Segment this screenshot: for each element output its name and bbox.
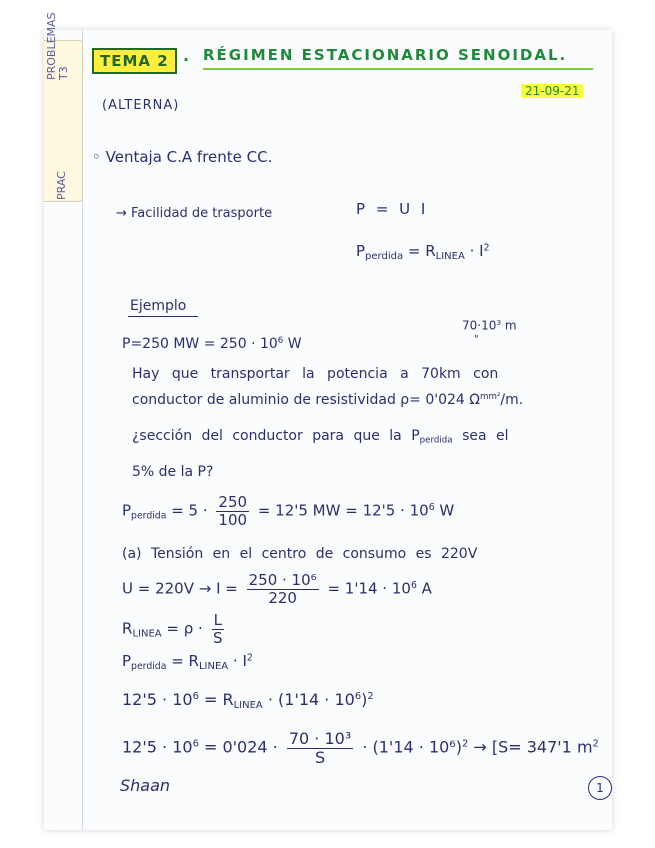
example-underline [128, 316, 198, 317]
example-line-4 [132, 428, 509, 446]
calc-section [122, 730, 599, 766]
annotation-distance-unit: m [504, 318, 517, 333]
calc-substitution [122, 690, 374, 711]
calc-section-exp: 6 [192, 738, 199, 750]
calc-section-result: → [S= 347'1 m [473, 737, 593, 757]
calc-current-unit: A [421, 579, 432, 598]
formula-power: P = U I [356, 200, 426, 218]
subtitle: (ALTERNA) [102, 98, 180, 113]
calc-substitution-current: · (1'14 · 10 [267, 690, 355, 709]
formula-loss-p: P [356, 242, 366, 260]
calc-resistance-num: L [213, 611, 222, 629]
page-number: 1 [588, 776, 612, 800]
calc-section-lhs: 12'5 · 10 [122, 737, 193, 757]
example-power-unit: W [287, 336, 302, 353]
example-line-4-text: ¿sección del conductor para que la P [132, 428, 420, 444]
page-title: RÉGIMEN ESTACIONARIO SENOIDAL. [203, 46, 568, 64]
example-line-4-end: sea el [462, 428, 509, 444]
calc-loss-formula-sub: perdida [131, 660, 167, 672]
calc-loss-unit: W [439, 501, 455, 520]
annotation-ditto: " [474, 334, 479, 345]
calc-current-result: = 1'14 · 10 [327, 579, 411, 598]
example-line-3-text: conductor de aluminio de resistividad ρ= 0'024 Ω [132, 392, 480, 409]
formula-loss-i: · I [469, 242, 484, 260]
calc-resistance-r: R [122, 619, 133, 638]
calc-section-fraction [287, 730, 353, 766]
example-power [122, 336, 302, 352]
formula-loss-sub: perdida [365, 251, 404, 262]
example-line-3-sup: mm² [480, 392, 501, 402]
note-transport: → Facilidad de trasporte [116, 206, 273, 221]
calc-loss-num: 250 [218, 493, 248, 511]
calc-loss-fraction [216, 494, 249, 528]
calc-loss-formula [122, 652, 253, 672]
tab-label: PROBLEMAS T3 [45, 12, 70, 80]
calc-loss-result: = 12'5 MW = 12'5 · 10 [257, 501, 429, 520]
calc-resistance [122, 612, 228, 646]
formula-loss [356, 242, 489, 262]
formula-loss-linea: LINEA [435, 251, 465, 262]
calc-loss-formula-linea: LINEA [198, 661, 229, 672]
calc-substitution-exp: 6 [192, 691, 199, 703]
annotation-distance-value: 70·10 [462, 318, 497, 333]
example-heading: Ejemplo [130, 298, 187, 314]
calc-section-den: S [314, 747, 326, 767]
date-badge: 21-09-21 [521, 84, 583, 98]
example-line-3-end: /m. [500, 392, 524, 409]
example-line-3 [132, 392, 523, 408]
formula-loss-exp: 2 [483, 242, 490, 254]
calc-current-lhs: U = 220V → I = [122, 579, 238, 598]
example-line-5: 5% de la P? [132, 464, 214, 480]
calc-loss-formula-exp: 2 [246, 652, 253, 664]
annotation-distance [462, 318, 517, 332]
calc-current [122, 572, 432, 606]
calc-section-current: · (1'14 · 10⁶) [362, 737, 462, 757]
calc-current-den: 220 [268, 588, 297, 607]
calc-substitution-r: = R [203, 690, 234, 709]
calc-loss-factor: = 5 · [171, 501, 208, 520]
signature: Shaan [120, 776, 171, 795]
calc-substitution-lhs: 12'5 · 10 [122, 690, 193, 709]
calc-loss-den: 100 [218, 510, 248, 529]
calc-resistance-sub: LINEA [132, 628, 162, 640]
calc-resistance-rho: = ρ · [166, 619, 203, 638]
calc-substitution-exp2: 6 [354, 691, 362, 703]
calc-section-square: 2 [461, 738, 469, 750]
title-underline [203, 68, 593, 70]
example-power-value: P=250 MW = 250 · 10 [122, 336, 278, 353]
calc-current-fraction [247, 572, 319, 606]
annotation-distance-exp: 3 [496, 318, 502, 327]
example-line-4-sub: perdida [419, 435, 453, 446]
case-a-heading: (a) Tensión en el centro de consumo es 220V [122, 546, 478, 562]
calc-loss-5pct [122, 494, 454, 528]
calc-loss-formula-r: = R [171, 652, 199, 670]
tab-label-secondary: PRAC [55, 171, 68, 200]
formula-loss-r: = R [407, 242, 436, 260]
calc-loss-formula-p: P [122, 652, 132, 670]
note-advantage: ◦ Ventaja C.A frente CC. [92, 148, 273, 166]
calc-loss-formula-i: · I [232, 652, 247, 670]
calc-substitution-square: 2 [367, 691, 374, 703]
example-power-exp: 6 [277, 336, 284, 346]
calc-substitution-linea: LINEA [233, 700, 263, 711]
title-dot: . [183, 46, 190, 65]
calc-current-num: 250 · 10⁶ [248, 571, 317, 589]
calc-loss-p: P [122, 501, 132, 520]
calc-section-num: 70 · 10³ [288, 729, 352, 748]
calc-resistance-den: S [212, 628, 223, 647]
calc-loss-exp: 6 [428, 501, 435, 513]
calc-section-unit-exp: 2 [592, 738, 599, 750]
calc-section-rho: = 0'024 · [203, 737, 278, 757]
calc-substitution-close: ) [361, 690, 368, 709]
example-line-2: Hay que transportar la potencia a 70km con [132, 366, 499, 382]
calc-current-exp: 6 [410, 579, 417, 591]
calc-loss-sub: perdida [131, 510, 167, 522]
calc-resistance-fraction [212, 612, 224, 646]
topic-box: TEMA 2 [92, 48, 177, 74]
